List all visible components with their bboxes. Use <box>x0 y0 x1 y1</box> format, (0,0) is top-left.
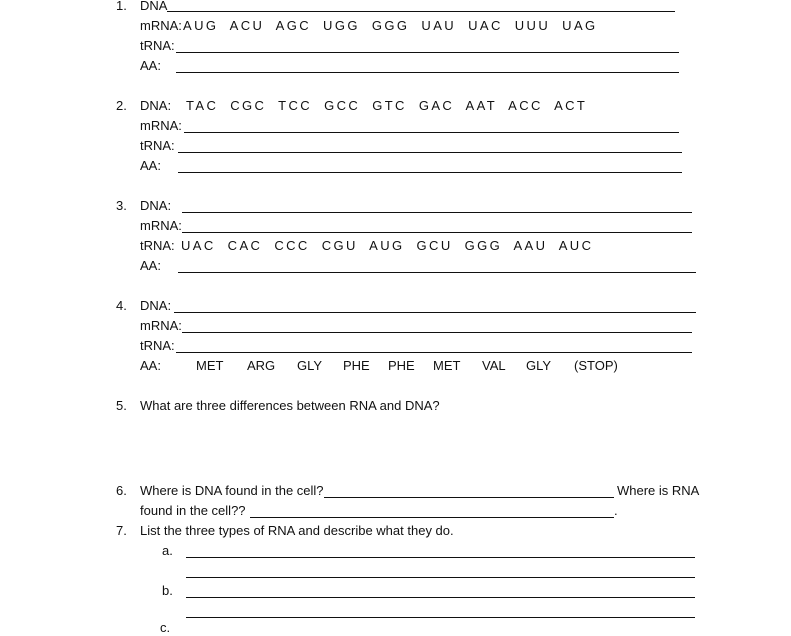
mrna-label: mRNA: <box>140 318 182 333</box>
trna-sequence: UAC CAC CCC CGU AUG GCU GGG AAU AUC <box>181 238 594 253</box>
answer-line[interactable] <box>186 577 695 578</box>
question-number: 7. <box>116 523 127 538</box>
trna-answer-line[interactable] <box>176 52 679 53</box>
question-text: What are three differences between RNA and DNA? <box>140 398 440 413</box>
answer-line[interactable] <box>186 597 695 598</box>
aa-label: AA: <box>140 158 161 173</box>
question-number: 6. <box>116 483 127 498</box>
amino-acid: MET <box>196 358 224 373</box>
dna-sequence: TAC CGC TCC GCC GTC GAC AAT ACC ACT <box>186 98 588 113</box>
mrna-sequence: AUG ACU AGC UGG GGG UAU UAC UUU UAG <box>183 18 598 33</box>
answer-line[interactable] <box>186 617 695 618</box>
aa-label: AA: <box>140 58 161 73</box>
amino-acid: GLY <box>297 358 323 373</box>
answer-line[interactable] <box>250 517 614 518</box>
trna-label: tRNA: <box>140 238 175 253</box>
problem-number: 2. <box>116 98 127 113</box>
dna-label: DNA: <box>140 198 172 213</box>
amino-acid: GLY <box>526 358 552 373</box>
trna-answer-line[interactable] <box>178 152 682 153</box>
amino-acid: (STOP) <box>574 358 618 373</box>
trna-label: tRNA: <box>140 38 175 53</box>
dna-label: DNA: <box>140 298 172 313</box>
mrna-label: mRNA: <box>140 218 182 233</box>
aa-label: AA: <box>140 358 161 373</box>
dna-label: DNA <box>140 0 168 13</box>
problem-number: 4. <box>116 298 127 313</box>
list-item-label: a. <box>162 543 173 558</box>
problem-number: 3. <box>116 198 127 213</box>
mrna-answer-line[interactable] <box>182 232 692 233</box>
question-text: found in the cell?? <box>140 503 246 518</box>
amino-acid: PHE <box>388 358 415 373</box>
amino-acid: PHE <box>343 358 370 373</box>
aa-answer-line[interactable] <box>178 272 696 273</box>
aa-label: AA: <box>140 258 161 273</box>
question-number: 5. <box>116 398 127 413</box>
mrna-label: mRNA: <box>140 18 182 33</box>
answer-line[interactable] <box>324 497 614 498</box>
dna-answer-line[interactable] <box>182 212 692 213</box>
list-item-label-cut <box>160 620 171 635</box>
mrna-answer-line[interactable] <box>184 132 679 133</box>
amino-acid: VAL <box>482 358 506 373</box>
answer-line[interactable] <box>186 557 695 558</box>
dna-label: DNA: <box>140 98 172 113</box>
trna-label: tRNA: <box>140 138 175 153</box>
list-item-label: c. <box>160 620 171 635</box>
aa-answer-line[interactable] <box>176 72 679 73</box>
question-text: Where is RNA <box>617 483 700 498</box>
amino-acid: MET <box>433 358 461 373</box>
dna-answer-line[interactable] <box>174 312 696 313</box>
trna-answer-line[interactable] <box>176 352 692 353</box>
dna-answer-line[interactable] <box>167 11 675 12</box>
mrna-label: mRNA: <box>140 118 182 133</box>
question-text: Where is DNA found in the cell? <box>140 483 324 498</box>
trna-label: tRNA: <box>140 338 175 353</box>
aa-answer-line[interactable] <box>178 172 682 173</box>
mrna-answer-line[interactable] <box>182 332 692 333</box>
problem-number: 1. <box>116 0 127 13</box>
list-item-label: b. <box>162 583 173 598</box>
period: . <box>614 503 618 518</box>
question-text: List the three types of RNA and describe what they do. <box>140 523 454 538</box>
amino-acid: ARG <box>247 358 276 373</box>
